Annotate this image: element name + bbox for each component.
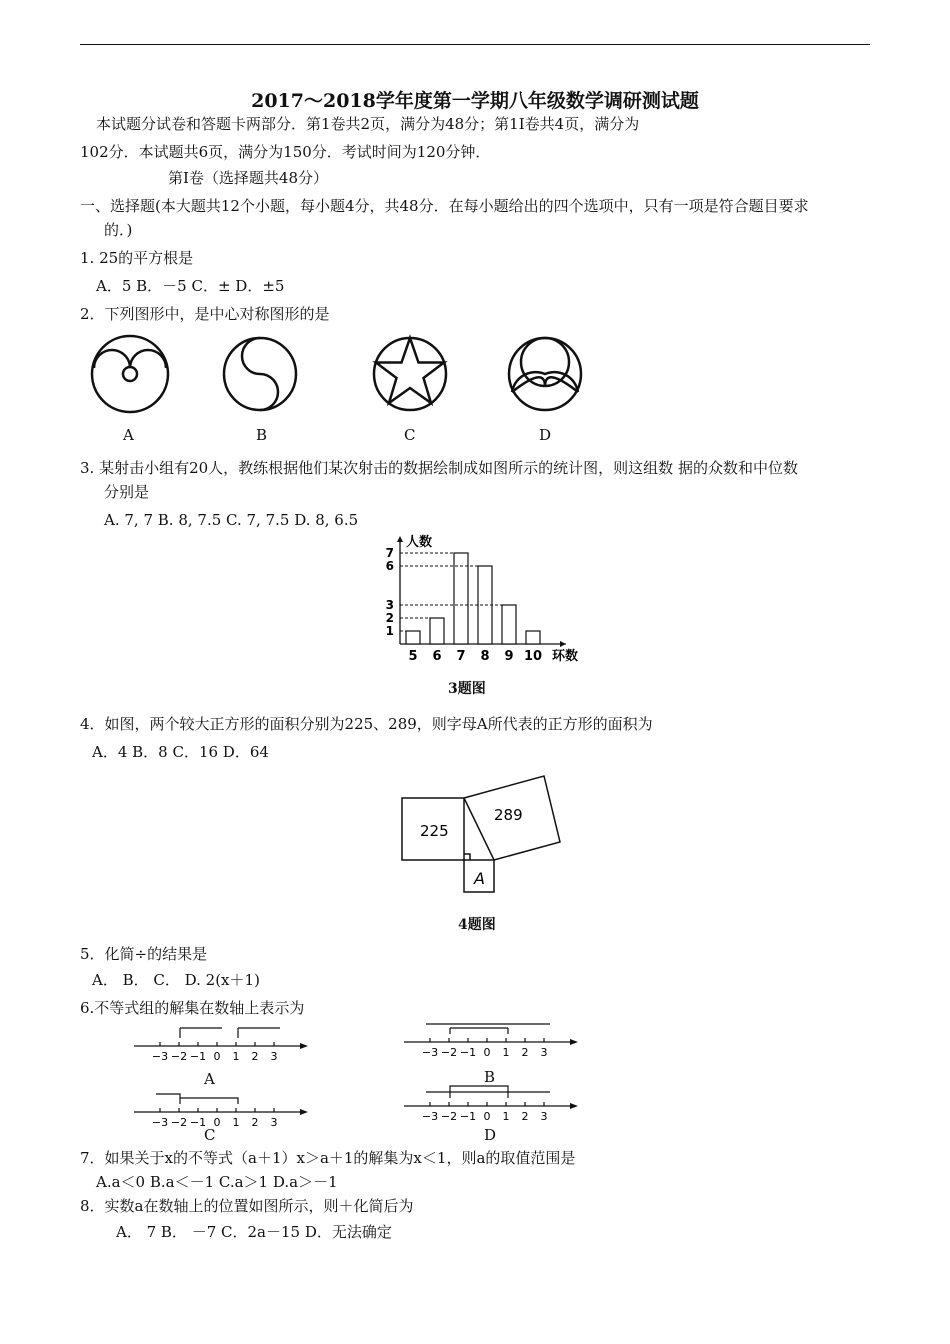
y-tick-label: 3 <box>385 598 394 612</box>
chart-bars <box>406 553 540 644</box>
tick-label: −2 <box>440 1046 458 1059</box>
q6-label-a: A <box>204 1070 215 1088</box>
section1-line-2: 的．) <box>104 221 133 239</box>
q3-bar-chart <box>360 532 590 672</box>
axis-arrow <box>300 1043 308 1049</box>
y-tick-label: 7 <box>385 546 394 560</box>
tick-label: 0 <box>213 1116 221 1129</box>
tick-label: −1 <box>459 1046 477 1059</box>
tick-label: 2 <box>251 1116 259 1129</box>
tick-label: −3 <box>151 1050 169 1063</box>
tick-label: 2 <box>251 1050 259 1063</box>
q3-stem-line-1: 3. 某射击小组有20人，教练根据他们某次射击的数据绘制成如图所示的统计图，则这组数 据的众数和中位数 <box>80 459 798 477</box>
top-rule <box>80 44 870 45</box>
tick-label: 3 <box>540 1110 548 1123</box>
q4-caption: 4题图 <box>458 917 496 933</box>
tick-label: −1 <box>189 1116 207 1129</box>
figure-a <box>92 336 168 412</box>
tick-label: 3 <box>540 1046 548 1059</box>
x-tick-label: 7 <box>456 649 466 664</box>
x-tick-label: 9 <box>504 649 514 664</box>
q2-stem: 2．下列图形中，是中心对称图形的是 <box>80 305 330 323</box>
label-289: 289 <box>494 806 523 824</box>
x-axis-arrow <box>560 641 566 647</box>
tick-label: 2 <box>521 1110 529 1123</box>
tick-label: −2 <box>440 1110 458 1123</box>
bar-6 <box>430 618 444 644</box>
y-tick-label: 1 <box>385 624 394 638</box>
q2-label-d: D <box>539 426 552 444</box>
bar-9 <box>502 605 516 644</box>
q2-label-c: C <box>404 426 416 444</box>
y-tick-label: 6 <box>385 559 394 573</box>
x-tick-label: 8 <box>480 649 490 664</box>
bar-7 <box>454 553 468 644</box>
solution-bars <box>426 1024 550 1034</box>
tick-label: 1 <box>232 1050 240 1063</box>
tick-label: 2 <box>521 1046 529 1059</box>
tick-label: −3 <box>151 1116 169 1129</box>
q4-figure <box>396 764 566 900</box>
exam-title: 2017～2018学年度第一学期八年级数学调研测试题 <box>251 90 699 112</box>
tick-label: 1 <box>502 1110 510 1123</box>
x-axis-label: 环数 <box>552 649 579 664</box>
tick-label: −2 <box>170 1116 188 1129</box>
q8-options: A． 7 B． －7 C．2a－15 D．无法确定 <box>116 1223 392 1241</box>
q6-label-b: B <box>484 1068 496 1086</box>
label-225: 225 <box>420 822 449 840</box>
numberline-d <box>400 1080 590 1124</box>
tick-label: −2 <box>170 1050 188 1063</box>
q3-stem-line-2: 分别是 <box>104 483 150 501</box>
q7-options: A.a＜0 B.a＜－1 C.a＞1 D.a＞－1 <box>96 1173 338 1191</box>
tick-label: 0 <box>483 1110 491 1123</box>
q4-stem: 4．如图，两个较大正方形的面积分别为225、289，则字母A所代表的正方形的面积为 <box>80 715 653 733</box>
q4-options: A．4 B．8 C．16 D．64 <box>92 743 269 761</box>
tick-label: −1 <box>189 1050 207 1063</box>
intro-line-1: 本试题分试卷和答题卡两部分．第1卷共2页，满分为48分；第1I卷共4页，满分为 <box>96 115 640 133</box>
tick-label: 3 <box>270 1050 278 1063</box>
right-angle-mark <box>464 854 470 860</box>
axis-arrow <box>300 1109 308 1115</box>
q3-caption: 3题图 <box>448 681 486 697</box>
figure-d <box>509 338 581 410</box>
q6-label-c: C <box>204 1126 216 1144</box>
axis-arrow <box>570 1039 578 1045</box>
axis-arrow <box>570 1103 578 1109</box>
q3-options: A. 7, 7 B. 8, 7.5 C. 7, 7.5 D. 8, 6.5 <box>104 511 359 529</box>
tick-label: −3 <box>421 1046 439 1059</box>
tick-label: −1 <box>459 1110 477 1123</box>
y-axis-arrow <box>397 536 403 542</box>
tick-label: 0 <box>213 1050 221 1063</box>
solution-bars <box>180 1028 280 1038</box>
y-axis-label: 人数 <box>406 535 433 550</box>
q8-stem: 8．实数a在数轴上的位置如图所示，则＋化简后为 <box>80 1197 414 1215</box>
x-tick-label: 5 <box>408 649 418 664</box>
label-a: A <box>474 869 485 888</box>
tick-label: 1 <box>502 1046 510 1059</box>
tick-label: 3 <box>270 1116 278 1129</box>
q2-label-b: B <box>256 426 268 444</box>
bar-5 <box>406 631 420 644</box>
numberline-b <box>400 1016 590 1060</box>
numberline-a <box>130 1022 320 1066</box>
q1-options: A．5 B．－5 C．± D．±5 <box>96 277 285 295</box>
figure-c <box>374 338 446 410</box>
q6-stem: 6.不等式组的解集在数轴上表示为 <box>80 999 305 1017</box>
intro-line-2: 102分．本试题共6页，满分为150分．考试时间为120分钟． <box>80 143 491 161</box>
x-tick-label: 10 <box>523 649 543 664</box>
q1-stem: 1. 25的平方根是 <box>80 249 194 267</box>
solution-bars <box>156 1094 238 1104</box>
bar-10 <box>526 631 540 644</box>
numberline-c <box>130 1086 320 1130</box>
solution-bars <box>426 1086 550 1098</box>
volume1-header: 第I卷（选择题共48分） <box>168 169 329 187</box>
y-tick-label: 2 <box>385 611 394 625</box>
section1-line-1: 一、选择题(本大题共12个小题，每小题4分，共48分．在每小题给出的四个选项中，只有一项是符合题目要求 <box>80 197 809 215</box>
tick-label: 1 <box>232 1116 240 1129</box>
q6-label-d: D <box>484 1126 497 1144</box>
x-tick-label: 6 <box>432 649 442 664</box>
figure-b <box>224 338 296 410</box>
tick-label: −3 <box>421 1110 439 1123</box>
tick-label: 0 <box>483 1046 491 1059</box>
q5-stem: 5．化简÷的结果是 <box>80 945 208 963</box>
q5-options: A． B． C． D. 2(x＋1) <box>92 971 260 989</box>
q2-figures <box>80 326 600 422</box>
q7-stem: 7．如果关于x的不等式（a＋1）x＞a＋1的解集为x＜1，则a的取值范围是 <box>80 1149 576 1167</box>
q2-label-a: A <box>123 426 134 444</box>
